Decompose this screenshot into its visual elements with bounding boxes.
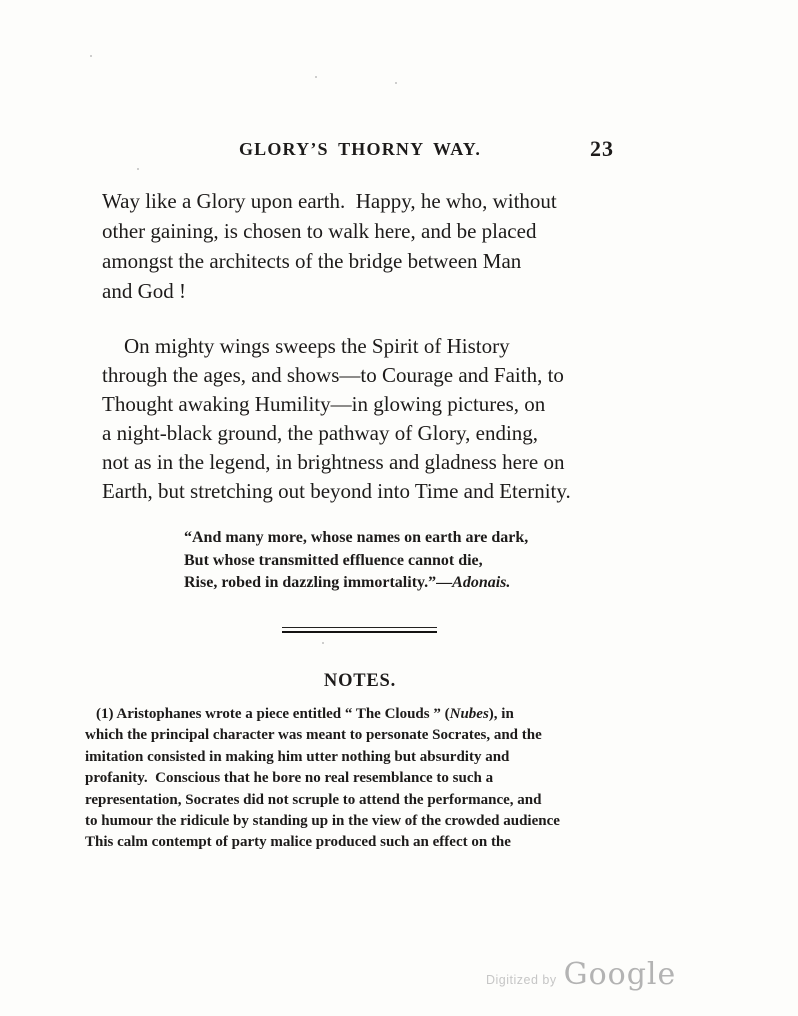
italic-term: Nubes <box>449 706 489 722</box>
text-line: and God ! <box>102 279 186 303</box>
poem-quote <box>184 527 528 595</box>
text-line: On mighty wings sweeps the Spirit of History <box>124 334 510 358</box>
digitized-by-label: Digitized by <box>486 973 557 987</box>
quote-attribution: Adonais. <box>452 574 511 591</box>
text-line: representation, Socrates did not scruple to attend the performance, and <box>85 791 542 808</box>
text-line: not as in the legend, in brightness and gladness here on <box>102 450 565 474</box>
running-header <box>102 136 618 161</box>
text-line: a night-black ground, the pathway of Glory, ending, <box>102 421 539 445</box>
text-line <box>85 704 617 725</box>
text-line: which the principal character was meant to personate Socrates, and the <box>85 727 542 744</box>
dust-speck <box>395 82 397 84</box>
notes-paragraph <box>85 704 617 854</box>
text-line: through the ages, and shows—to Courage and Faith, to <box>102 363 564 387</box>
text-line: Earth, but stretching out beyond into Time and Eternity. <box>102 479 571 503</box>
text-line: imitation consisted in making him utter nothing but absurdity and <box>85 748 510 765</box>
poem-line-text: Rise, robed in dazzling immortality.”— <box>184 574 453 591</box>
notes-text: ), in <box>488 706 514 722</box>
text-line: to humour the ridicule by standing up in the view of the crowded audience <box>85 813 560 830</box>
poem-line <box>184 572 528 595</box>
dust-speck <box>90 55 92 57</box>
running-header-title: GLORY’S THORNY WAY. <box>238 139 482 159</box>
google-logo-text: Google <box>563 957 677 992</box>
text-line: This calm contempt of party malice produced such an effect on the <box>85 834 511 851</box>
second-paragraph <box>102 332 618 506</box>
section-divider <box>282 627 437 633</box>
text-line: amongst the architects of the bridge between Man <box>102 249 522 273</box>
notes-text: (1) Aristophanes wrote a piece entitled “ The Clouds ” ( <box>96 706 450 722</box>
poem-line: But whose transmitted effluence cannot die, <box>184 551 483 569</box>
notes-heading: NOTES. <box>323 671 397 691</box>
dust-speck <box>315 76 317 78</box>
digitization-watermark <box>486 957 676 992</box>
dust-speck <box>137 168 139 170</box>
poem-line: “And many more, whose names on earth are dark, <box>184 529 529 546</box>
opening-paragraph <box>102 186 618 306</box>
text-line: profanity. Conscious that he bore no real resemblance to such a <box>85 770 494 787</box>
text-line: Thought awaking Humility—in glowing pictures, on <box>102 392 546 416</box>
page-number: 23 <box>590 136 614 161</box>
dust-speck <box>322 642 324 644</box>
text-line: other gaining, is chosen to walk here, and be placed <box>102 219 537 243</box>
text-line: Way like a Glory upon earth. Happy, he who, without <box>102 189 557 213</box>
